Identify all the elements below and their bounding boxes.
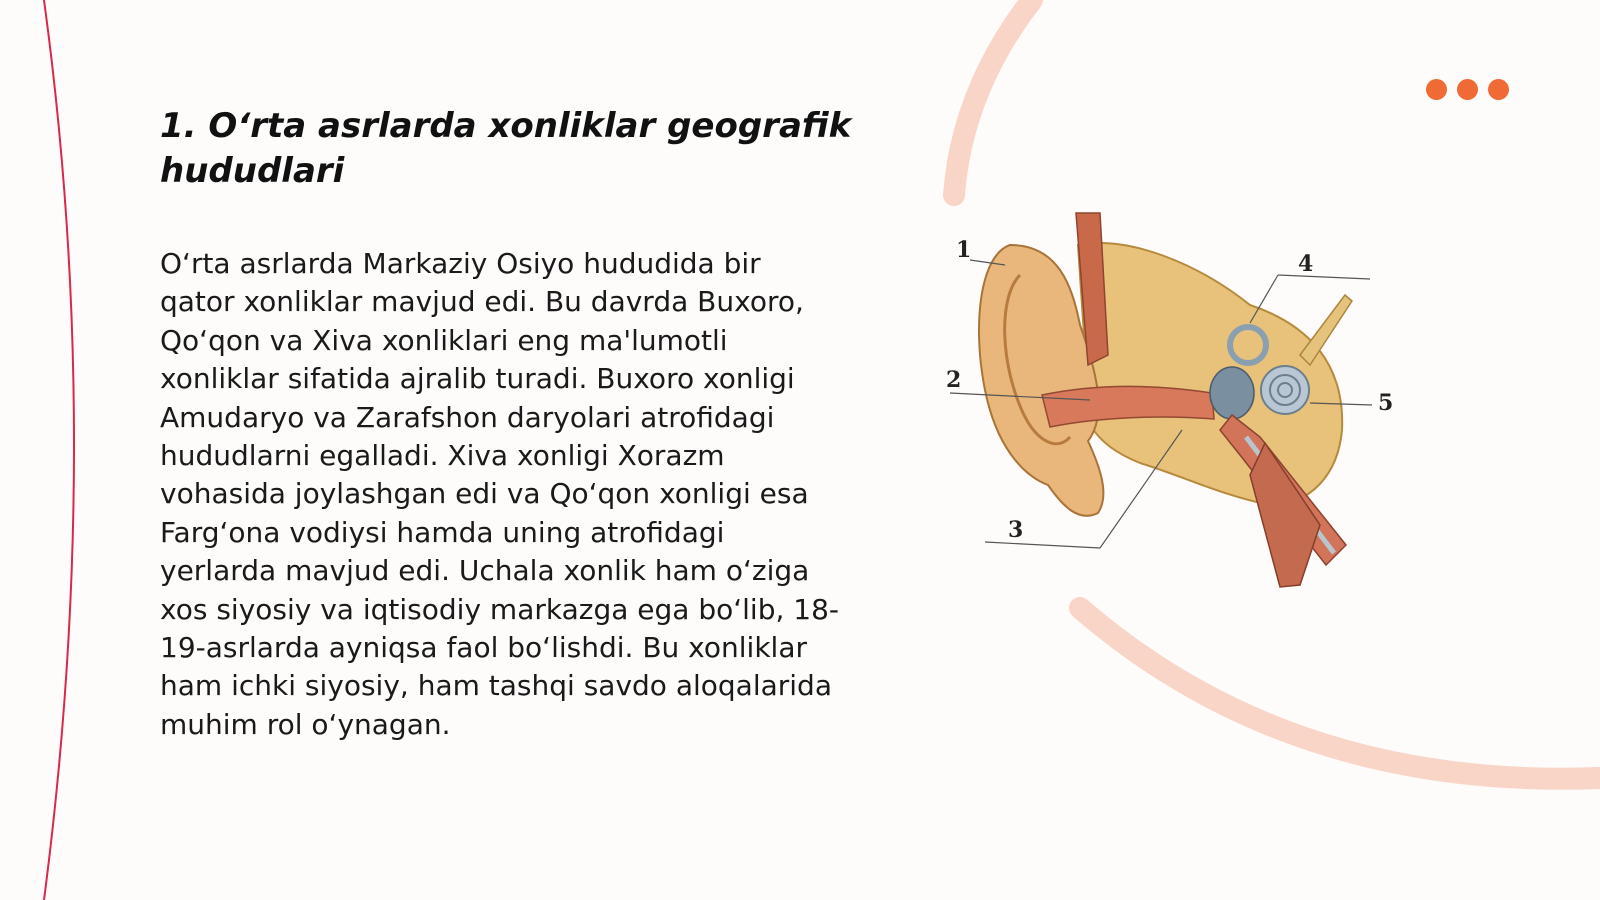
leader-line-4a [1278, 275, 1370, 279]
dot [1457, 79, 1478, 100]
more-dots-icon [1426, 79, 1509, 100]
top-arc [954, 0, 1032, 195]
ear-anatomy-illustration [946, 205, 1430, 605]
slide-title: 1. O‘rta asrlarda xonliklar geografik hududlari [160, 106, 852, 191]
leader-line-3a [985, 542, 1100, 548]
dot [1426, 79, 1447, 100]
cochlea [1261, 366, 1309, 414]
label-4: 4 [1298, 251, 1314, 277]
dot [1488, 79, 1509, 100]
label-2: 2 [946, 367, 962, 393]
bottom-arc [1080, 608, 1600, 779]
left-accent-line [44, 0, 74, 900]
middle-ear [1210, 367, 1254, 419]
label-1: 1 [956, 237, 972, 263]
auditory-nerve [1300, 295, 1352, 365]
slide-body-text: O‘rta asrlarda Markaziy Osiyo hududida bir qator xonliklar mavjud edi. Bu davrda Buxoro, Qo‘qon va Xiva xonliklari eng ma'lumotli xonliklar sifatida ajralib turadi. Buxoro xonligi Amudaryo va Zarafshon daryolari atrofidagi hududlarni egalladi. Xiva xonligi Xorazm vohasida joylashgan edi va Qo‘qon xonligi esa Farg‘ona vodiysi hamda uning atrofidagi yerlarda mavjud edi. Uchala xonlik ham o‘ziga xos siyosiy va iqtisodiy markazga ega bo‘lib, 18-19-asrlarda ayniqsa faol bo‘lishdi. Bu xonliklar ham ichki siyosiy, ham tashqi savdo aloqalarida muhim rol o‘ynagan. [160, 247, 839, 741]
label-5: 5 [1378, 390, 1394, 416]
label-3: 3 [1008, 517, 1024, 543]
